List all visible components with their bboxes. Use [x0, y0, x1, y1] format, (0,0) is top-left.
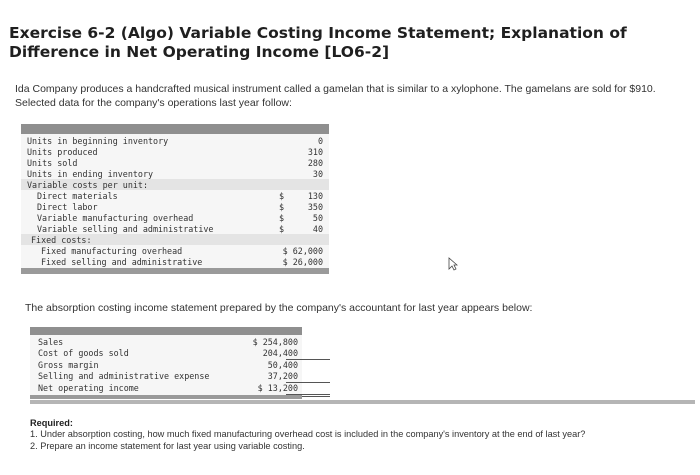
row-label: Variable selling and administrative	[37, 224, 214, 234]
table-row	[21, 246, 329, 257]
row-label: Fixed selling and administrative	[41, 257, 203, 267]
row-value: 0	[317, 136, 323, 146]
table-row	[21, 202, 329, 213]
row-label: Units produced	[27, 147, 98, 157]
row-value: 50	[312, 213, 323, 223]
table-row	[30, 383, 302, 394]
table-row	[21, 169, 329, 180]
dollar-sign: $	[279, 202, 285, 212]
row-label: Fixed manufacturing overhead	[41, 246, 183, 256]
table-row	[30, 371, 302, 382]
row-label: Cost of goods sold	[38, 348, 129, 358]
row-value: 50,400	[267, 360, 298, 370]
row-label: Net operating income	[38, 383, 139, 393]
absorption-income-statement	[30, 327, 302, 399]
absorption-intro: The absorption costing income statement prepared by the company's accountant for last year appears below:	[25, 302, 533, 314]
table-row	[21, 180, 329, 191]
row-label: Units in beginning inventory	[27, 136, 169, 146]
row-label: Gross margin	[38, 360, 99, 370]
section-divider	[30, 400, 695, 404]
required-item: 1. Under absorption costing, how much fixed manufacturing overhead cost is included in the company's inventory at the end of last year?	[30, 429, 586, 440]
row-label: Variable costs per unit:	[27, 180, 149, 190]
row-label: Sales	[38, 337, 64, 347]
row-value: 204,400	[262, 348, 298, 358]
table-row	[30, 360, 302, 371]
row-value: $ 13,200	[257, 383, 298, 393]
table-footer-bar	[30, 395, 302, 399]
row-value: $ 26,000	[282, 257, 323, 267]
row-label: Direct materials	[37, 191, 118, 201]
table-row	[21, 213, 329, 224]
table-footer-bar	[21, 268, 329, 274]
row-value: 37,200	[267, 371, 298, 381]
row-label: Units in ending inventory	[27, 169, 154, 179]
row-label: Direct labor	[37, 202, 98, 212]
row-label: Variable manufacturing overhead	[37, 213, 194, 223]
table-row	[21, 136, 329, 147]
table-row	[30, 348, 302, 359]
row-label: Units sold	[27, 158, 78, 168]
dollar-sign: $	[279, 191, 285, 201]
required-heading: Required:	[30, 418, 73, 428]
row-value: 30	[312, 169, 323, 179]
row-label: Selling and administrative expense	[38, 371, 210, 381]
exercise-title: Exercise 6-2 (Algo) Variable Costing Income Statement; Explanation of Difference in Net Operating Income [LO6-2]	[9, 24, 627, 61]
table-row	[21, 158, 329, 169]
table-row	[21, 224, 329, 235]
row-value: 280	[307, 158, 323, 168]
row-value: 310	[307, 147, 323, 157]
intro-paragraph: Ida Company produces a handcrafted musical instrument called a gamelan that is similar to a xylophone. The gamelans are sold for $910. Selected data for the company's operations last year follow:	[15, 83, 656, 109]
required-section	[30, 418, 690, 452]
table-row	[21, 235, 329, 246]
row-value: $ 62,000	[282, 246, 323, 256]
row-value: $ 254,800	[252, 337, 298, 347]
row-label: Fixed costs:	[31, 235, 92, 245]
dollar-sign: $	[279, 224, 285, 234]
row-value: 40	[312, 224, 323, 234]
company-data-table	[21, 124, 329, 274]
required-item: 2. Prepare an income statement for last year using variable costing.	[30, 440, 305, 451]
mouse-cursor-icon	[448, 257, 458, 271]
table-row	[30, 337, 302, 348]
row-value: 130	[307, 191, 323, 201]
table-row	[21, 147, 329, 158]
table-header-bar	[21, 124, 329, 134]
table-row	[21, 191, 329, 202]
row-value: 350	[307, 202, 323, 212]
table-header-bar	[30, 327, 302, 335]
dollar-sign: $	[279, 213, 285, 223]
table-row	[21, 257, 329, 268]
